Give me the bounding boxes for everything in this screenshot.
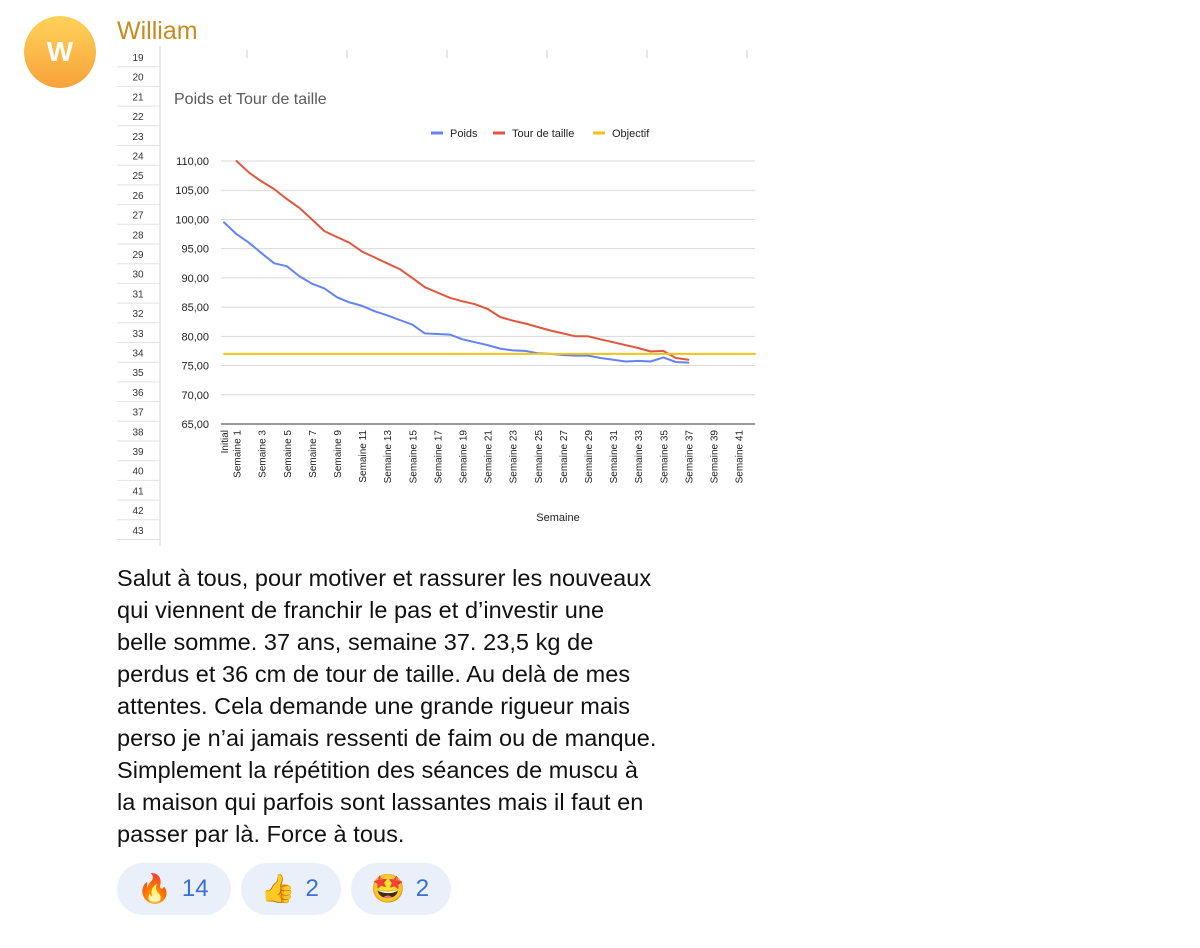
row-number: 31 — [132, 289, 144, 301]
y-tick-label: 100,00 — [175, 214, 209, 227]
x-tick-label: Semaine 19 — [458, 430, 470, 484]
reactions-bar — [117, 863, 451, 915]
row-number: 29 — [132, 250, 144, 261]
message-text — [117, 562, 757, 850]
x-tick-label: Semaine 11 — [358, 430, 370, 483]
x-tick-label: Semaine 31 — [609, 430, 621, 484]
y-tick-label: 110,00 — [176, 156, 209, 168]
reaction-count: 2 — [305, 875, 319, 902]
y-tick-label: 65,00 — [181, 419, 209, 431]
x-tick-label: Semaine 3 — [257, 430, 269, 478]
x-tick-label: Semaine 39 — [709, 430, 721, 484]
row-number: 26 — [132, 190, 144, 202]
message-line: qui viennent de franchir le pas et d’investir une — [117, 597, 605, 623]
y-tick-label: 75,00 — [181, 360, 209, 373]
row-number: 27 — [132, 210, 144, 222]
x-tick-label: Semaine 9 — [332, 430, 344, 478]
message-line: la maison qui parfois sont lassantes mais il faut en — [117, 789, 644, 815]
reaction-count: 14 — [181, 875, 209, 902]
reaction-count: 2 — [415, 875, 430, 902]
row-number: 22 — [132, 112, 144, 124]
x-tick-label: Semaine 1 — [232, 430, 244, 478]
x-tick-label: Semaine 7 — [307, 430, 319, 478]
avatar-initial: W — [46, 36, 74, 67]
row-number: 36 — [132, 387, 144, 399]
row-number: 41 — [132, 486, 144, 498]
x-tick-label: Semaine 15 — [408, 430, 420, 484]
thumbs-up-icon: 👍 — [260, 872, 296, 905]
x-tick-label: Semaine 29 — [583, 430, 595, 484]
y-tick-label: 90,00 — [181, 272, 209, 285]
row-number: 42 — [132, 506, 144, 518]
message-line: Simplement la répétition des séances de muscu à — [117, 757, 638, 783]
legend-label: Objectif — [612, 128, 650, 140]
reaction-fire[interactable] — [117, 863, 231, 915]
x-tick-label: Semaine 17 — [433, 430, 445, 484]
y-tick-label: 85,00 — [181, 302, 209, 315]
x-tick-label: Semaine 23 — [508, 430, 520, 484]
x-axis-title: Semaine — [536, 512, 580, 524]
x-tick-label: Semaine 5 — [282, 430, 294, 478]
x-tick-label: Semaine 25 — [533, 430, 545, 484]
x-tick-label: Semaine 37 — [684, 430, 696, 484]
x-tick-label: Initial — [220, 430, 231, 454]
series-line — [224, 222, 688, 362]
reaction-star-struck[interactable] — [351, 863, 451, 915]
x-tick-label: Semaine 41 — [734, 430, 746, 484]
row-number: 35 — [132, 368, 144, 380]
legend-label: Poids — [450, 128, 478, 140]
message-line: perdus et 36 cm de tour de taille. Au delà de mes — [117, 661, 631, 687]
x-tick-label: Semaine 21 — [483, 430, 495, 484]
row-number: 30 — [132, 269, 144, 281]
y-tick-label: 105,00 — [175, 185, 209, 198]
row-number: 32 — [132, 309, 144, 321]
x-tick-label: Semaine 33 — [634, 430, 646, 484]
row-number: 37 — [132, 407, 144, 419]
x-tick-label: Semaine 35 — [659, 430, 671, 484]
reaction-thumbs-up[interactable] — [241, 863, 341, 915]
row-number: 34 — [132, 348, 144, 360]
chart-screenshot[interactable] — [117, 46, 757, 546]
row-number: 39 — [132, 447, 144, 458]
message-line: perso je n’ai jamais ressenti de faim ou de manque. — [117, 725, 657, 751]
legend-label: Tour de taille — [512, 128, 575, 140]
row-number: 33 — [132, 328, 144, 340]
chart-title: Poids et Tour de taille — [174, 91, 327, 108]
y-tick-label: 95,00 — [181, 243, 209, 256]
avatar[interactable] — [24, 16, 96, 88]
row-number: 25 — [132, 171, 144, 183]
series-line — [237, 161, 689, 360]
message-line: passer par là. Force à tous. — [117, 821, 405, 847]
message-line: attentes. Cela demande une grande rigueur mais — [117, 693, 631, 719]
line-chart — [117, 46, 757, 546]
x-tick-label: Semaine 27 — [558, 430, 570, 484]
row-number: 24 — [132, 151, 144, 163]
star-struck-icon: 🤩 — [370, 872, 406, 905]
message-line: Salut à tous, pour motiver et rassurer les nouveaux — [117, 565, 652, 591]
row-number: 38 — [132, 427, 144, 439]
x-tick-label: Semaine 13 — [383, 430, 395, 484]
y-tick-label: 80,00 — [181, 331, 209, 344]
row-number: 20 — [132, 72, 144, 84]
row-number: 40 — [132, 466, 144, 478]
row-number: 21 — [132, 92, 144, 104]
row-number: 23 — [132, 131, 144, 143]
author-name[interactable]: William — [117, 17, 198, 45]
y-tick-label: 70,00 — [181, 389, 209, 402]
row-number: 19 — [132, 53, 144, 64]
row-number: 43 — [132, 525, 144, 537]
fire-icon: 🔥 — [137, 872, 172, 905]
message-line: belle somme. 37 ans, semaine 37. 23,5 kg de — [117, 629, 594, 655]
row-number: 28 — [132, 230, 144, 242]
